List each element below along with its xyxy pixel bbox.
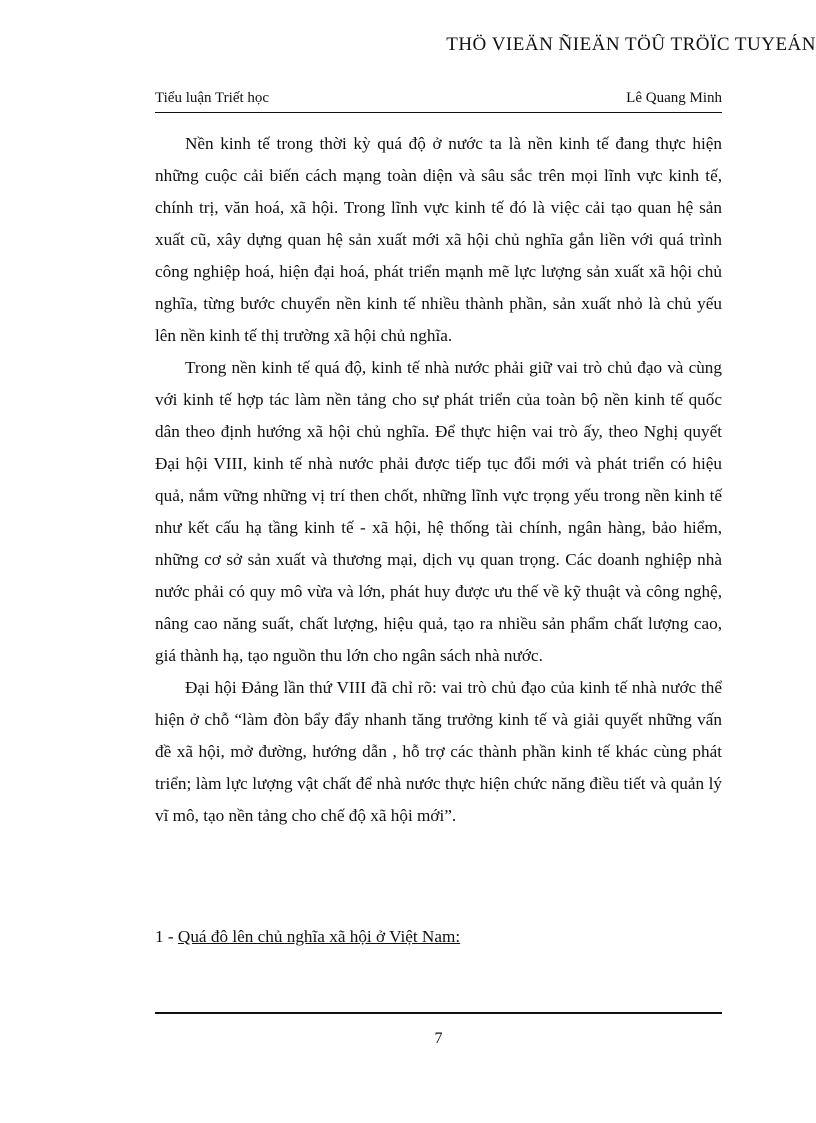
body-text xyxy=(155,128,722,832)
library-watermark: THÖ VIEÄN ÑIEÄN TÖÛ TRÖÏC TUYEÁN xyxy=(446,34,816,55)
page-number: 7 xyxy=(434,1030,443,1047)
document-title: Tiểu luận Triết học xyxy=(155,90,270,106)
paragraph: Nền kinh tế trong thời kỳ quá độ ở nước ta là nền kinh tế đang thực hiện những cuộc cải biến cách mạng toàn diện và sâu sắc trên mọi lĩnh vực kinh tế, chính trị, văn hoá, xã hội. Trong lĩnh vực kinh tế đó là việc cải tạo quan hệ sản xuất cũ, xây dựng quan hệ sản xuất mới xã hội chủ nghĩa gắn liền với quá trình công nghiệp hoá, hiện đại hoá, phát triển mạnh mẽ lực lượng sản xuất xã hội chủ nghĩa, từng bước chuyển nền kinh tế nhiều thành phần, sản xuất nhỏ là chủ yếu lên nền kinh tế thị trường xã hội chủ nghĩa. xyxy=(155,134,722,345)
page-header xyxy=(155,90,722,113)
paragraph: Trong nền kinh tế quá độ, kinh tế nhà nước phải giữ vai trò chủ đạo và cùng với kinh tế hợp tác làm nền tảng cho sự phát triển của toàn bộ nền kinh tế quốc dân theo định hướng xã hội chủ nghĩa. Để thực hiện vai trò ấy, theo Nghị quyết Đại hội VIII, kinh tế nhà nước phải được tiếp tục đổi mới và phát triển có hiệu quả, nắm vững những vị trí then chốt, những lĩnh vực trọng yếu trong nền kinh tế như kết cấu hạ tầng kinh tế - xã hội, hệ thống tài chính, ngân hàng, bảo hiểm, những cơ sở sản xuất và thương mại, dịch vụ quan trọng. Các doanh nghiệp nhà nước phải có quy mô vừa và lớn, phát huy được ưu thế về kỹ thuật và công nghệ, nâng cao năng suất, chất lượng, hiệu quả, tạo ra nhiều sản phẩm chất lượng cao, giá thành hạ, tạo nguồn thu lớn cho ngân sách nhà nước. xyxy=(155,358,722,665)
paragraph: Đại hội Đảng lần thứ VIII đã chỉ rõ: vai trò chủ đạo của kinh tế nhà nước thể hiện ở chỗ “làm đòn bẩy đẩy nhanh tăng trưởng kinh tế và giải quyết những vấn đề xã hội, mở đường, hướng dẫn , hỗ trợ các thành phần kinh tế khác cùng phát triển; làm lực lượng vật chất để nhà nước thực hiện chức năng điều tiết và quản lý vĩ mô, tạo nền tảng cho chế độ xã hội mới”. xyxy=(155,678,722,825)
section-title: Quá đô lên chủ nghĩa xã hội ở Việt Nam: xyxy=(177,927,461,946)
footer-divider xyxy=(155,1012,722,1014)
section-heading xyxy=(155,925,460,949)
section-number: 1 - xyxy=(155,927,178,946)
author-name: Lê Quang Minh xyxy=(626,90,722,106)
